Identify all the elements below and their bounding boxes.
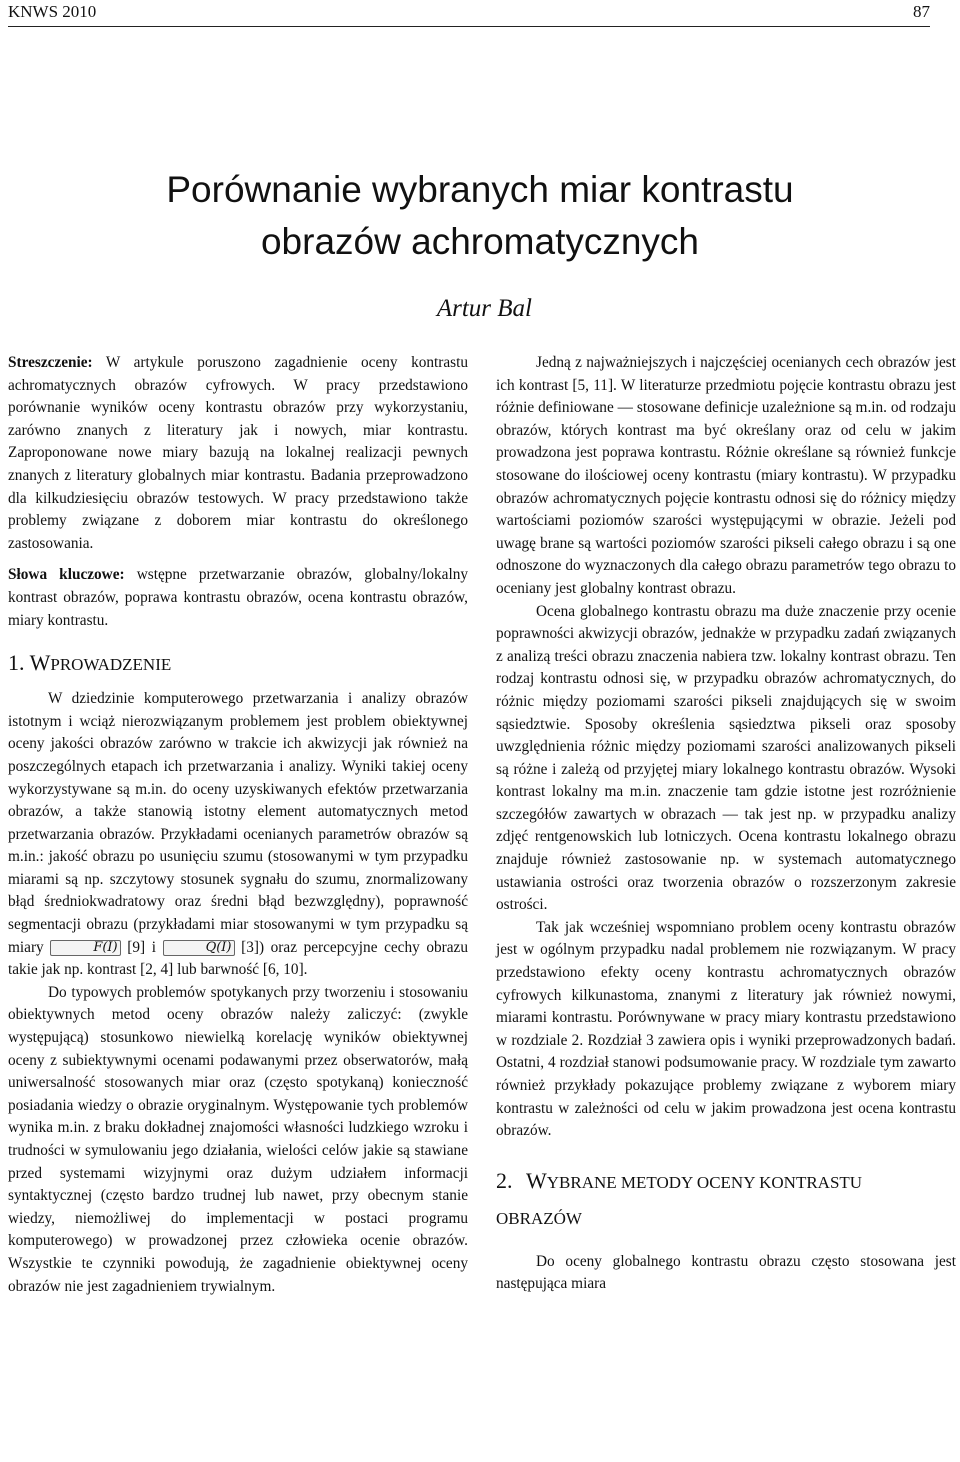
intro-paragraph-1 (8, 688, 468, 982)
keywords-text: wstępne przetwarzanie obrazów, globalny/lokalny kontrast obrazów, poprawa kontrastu obrazów, ocena kontrastu obrazów, miary kontrastu. (8, 566, 468, 629)
page-number: 87 (913, 2, 930, 21)
section-1-title-rest: PROWADZENIE (50, 655, 172, 675)
title-line-1: Porównanie wybranych miar kontrastu (166, 169, 794, 210)
section-2-number: 2. (496, 1167, 513, 1193)
intro-paragraph-4: Ocena globalnego kontrastu obrazu ma duże znaczenie przy ocenie poprawności akwizycji obrazów, jednakże w przypadku zadań związanych z analizą treści obrazu znaczenia nabiera tzw. lokalny kontrast obrazu. Ten rodzaj kontrastu odnosi się, w przypadku obrazów achromatycznych, do różnic między poziomami szarości pikseli znajdujących się w swoim sąsiedztwie. Sposoby określenia sąsiedztwa pikseli oraz sposoby uwzględnienia różnic między poziomami szarości analizowanych pikseli są różne i zależą od przyjętej miary lokalnego kontrastu obrazów. Wysoki kontrast lokalny ma m.in. znaczenie tam gdzie istotne jest rozróżnienie szczegółów zawartych w obrazach — tak jest np. w przypadku analizy zdjęć rentgenowskich lub lotniczych. Ocena kontrastu lokalnego obrazu znajduje również zastosowanie np. w systemach automatycznego ustawiania ostrości oraz tworzenia obrazów o rozszerzonym zakresie ostrości. (496, 602, 956, 914)
section-2-heading (496, 1163, 956, 1237)
intro-p1-mid2: [3]) oraz percepcyjne cechy obrazu takie jak np. kontrast [2, 4] lub barwność [6, 10]. (8, 938, 468, 979)
section-2-title-line-2: OBRAZÓW (496, 1208, 582, 1228)
intro-p1-text: W dziedzinie komputerowego przetwarzania i analizy obrazów istotnym i wciąż nierozwiązanym problemem jest problem obiektywnej oceny jakości obrazów zarówno w trakcie ich akwizycji jak również na poszczególnych etapach ich przetwarzania i analizy. Wyniki takiej oceny wykorzystywane są m.in. do oceny uzyskiwanych efektów przetwarzania obrazów, a także stanowią istotny element automatycznych metod przetwarzania obrazów. Przykładami ocenianych parametrów obrazów są m.in.: jakość obrazu po usunięciu szumu (stosowanymi w tym przypadku miarami są np. szczytowy stosunek sygnału do szumu, znormalizowany błąd średniokwadratowy oraz średni błąd bezwzględny), poprawność segmentacji obrazu (przykładami miar stosowanymi w tym przypadku są miary (8, 690, 468, 956)
section-2-paragraph-1: Do oceny globalnego kontrastu obrazu często stosowana jest następująca miara (496, 1252, 956, 1293)
right-column (496, 352, 956, 1296)
section-2-title-rest: YBRANE METODY OCENY KONTRASTU (546, 1172, 863, 1192)
section-1-number: 1. (8, 650, 25, 676)
conference-label: KNWS 2010 (8, 2, 97, 21)
keywords-label: Słowa kluczowe: (8, 566, 125, 584)
running-header (8, 0, 930, 27)
section-2-first-letter: W (526, 1167, 547, 1193)
paper-title (0, 164, 960, 268)
intro-paragraph-5: Tak jak wcześniej wspomniano problem oceny kontrastu obrazów jest w ogólnym przypadku nadal problemem nie rozwiązanym. W pracy przedstawiono efekty oceny kontrastu achromatycznych obrazów cyfrowych kilkunastoma, znanymi z literatury jak również nowymi, miarami kontrastu. Porównywane w pracy miary kontrastu przedstawiono w rozdziale 2. Rozdział 3 zawiera opis i wyniki przeprowadzonych badań. Ostatni, 4 rozdział stanowi podsumowanie pracy. W rozdziale tym zawarto również przykłady pokazujące problemy związane z wyborem miary kontrastu w zależności od celu w jakim prowadzona jest ocena kontrastu obrazów. (496, 918, 956, 1140)
intro-paragraph-3: Jedną z najważniejszych i najczęściej ocenianych cech obrazów jest ich kontrast [5, 11]. W literaturze przedmiotu pojęcie kontrastu obrazu jest różnie definiowane — stosowane definicje uzależnione są m.in. od rodzaju obrazów, których kontrast ma być określany oraz od celu w jakim prowadzona jest poprawa kontrastu. Różnie określane są również funkcje stosowane do ilościowej oceny kontrastu (miary kontrastu). W przypadku obrazów achromatycznych pojęcie kontrastu odnosi się do różnicy między wartościami poziomów szarości występującymi w obrazie. Jeżeli pod uwagę brane są wartości poziomów szarości pikseli całego obrazu i są one odnoszone do wyznaczonych dla całego obrazu parametrów tego obrazu to oceniany jest globalny kontrast obrazu. (496, 354, 956, 597)
intro-paragraph-2: Do typowych problemów spotykanych przy tworzeniu i stosowaniu obiektywnych metod oceny obrazów należy zaliczyć: (zwykle występującą) stosunkowo niewielką korelację wyników obiektywnej oceny z subiektywnymi ocenami podawanymi przez obserwatorów, małą uniwersalność stosowanych miar oraz (często spotykaną) konieczność posiadania wiedzy o obrazie oryginalnym. Występowanie tych problemów wynika m.in. z braku dokładnej znajomości własności ludzkiego wzroku i trudności w symulowaniu jego działania, wielości celów jakie są stawiane przed systemami wizyjnymi oraz dużym udziałem informacji syntaktycznej (często bardzo trudnej lub nawet, przy obecnym stanie wiedzy, niemożliwej do implementacji w postaci programu komputerowego) w prowadzonej przez człowieka ocenie obrazów. Wszystkie te czynniki powodują, że zagadnienie obiektywnej oceny obrazów nie jest zagadnieniem trywialnym. (8, 983, 468, 1295)
title-line-2: obrazów achromatycznych (260, 221, 700, 262)
intro-p1-mid1: [9] i (120, 938, 163, 956)
abstract (8, 352, 468, 555)
formula-f-of-i: F(I) (50, 940, 120, 956)
keywords (8, 564, 468, 632)
author-name: Artur Bal (436, 295, 532, 322)
section-1-first-letter: W (29, 650, 51, 676)
abstract-text: W artykule poruszono zagadnienie oceny kontrastu achromatycznych obrazów cyfrowych. W pracy przedstawiono porównanie wyników oceny kontrastu obrazów przy wykorzystaniu, zarówno znanych z literatury jak i nowych, miar kontrastu. Zaproponowane nowe miary bazują na lokalnej realizacji pewnych znanych z literatury globalnych miar kontrastu. Badania przeprowadzono dla kilkudziesięciu obrazów testowych. W pracy przedstawiono także problemy związane z doborem miar kontrastu do określonego zastosowania. (8, 354, 468, 552)
formula-q-of-i: Q(I) (163, 940, 235, 956)
left-column (8, 352, 468, 1298)
section-1-heading (8, 648, 468, 680)
abstract-label: Streszczenie: (8, 354, 93, 371)
